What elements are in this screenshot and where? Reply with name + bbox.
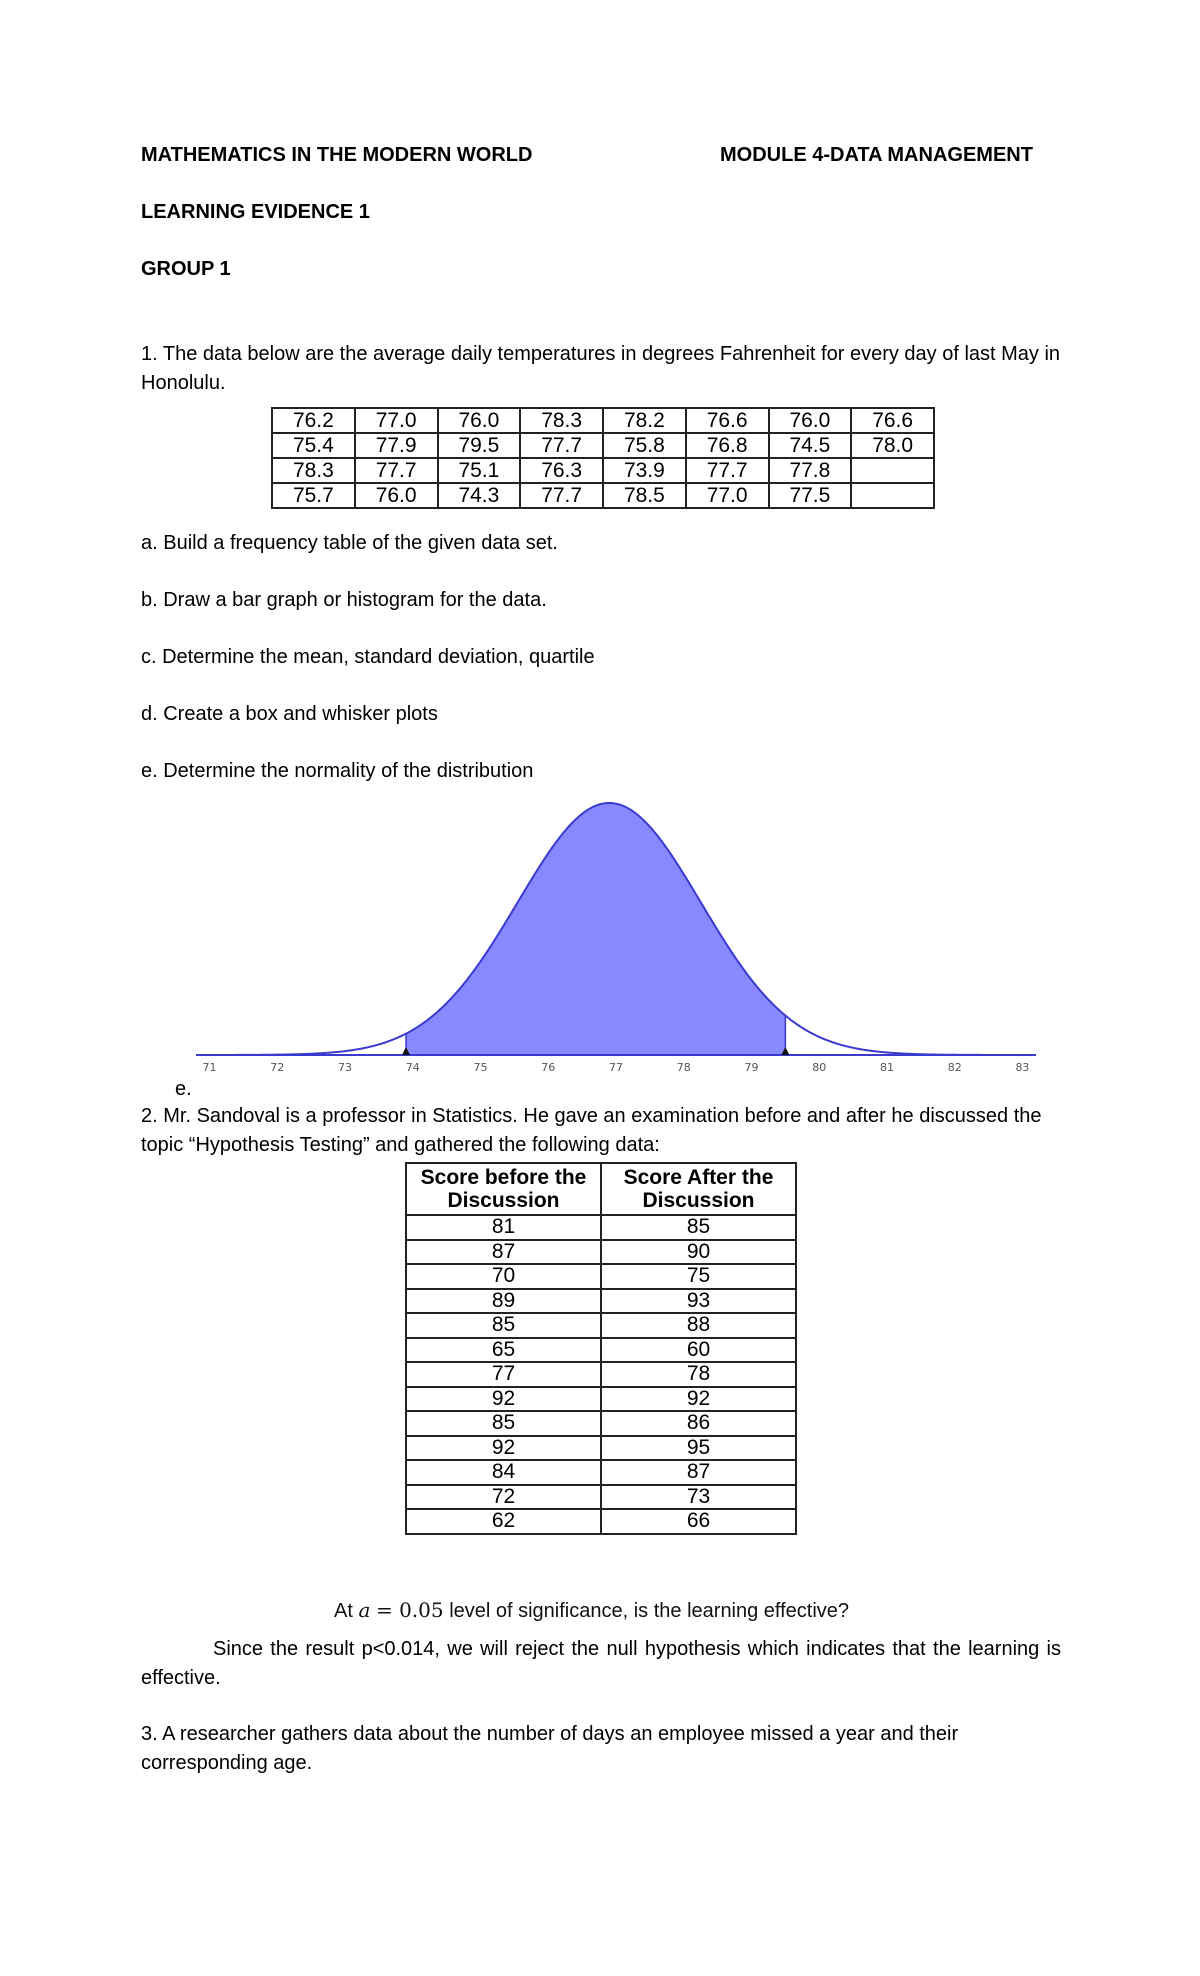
x-tick-label: 71 [202,1061,217,1074]
temperature-row [272,433,934,458]
shaded-area [406,803,785,1055]
score-after-cell: 95 [601,1436,796,1461]
x-tick-label: 82 [947,1061,962,1074]
column-header-after: Score After the Discussion [601,1163,796,1215]
course-title: MATHEMATICS IN THE MODERN WORLD [141,144,533,166]
score-after-cell: 78 [601,1362,796,1387]
score-before-cell: 65 [406,1338,601,1363]
temperature-cell: 76.0 [438,408,521,433]
temperature-cell: 76.3 [520,458,603,483]
question-1-prompt: 1. The data below are the average daily temperatures in degrees Fahrenheit for every day of last May in Honolulu. [141,343,1061,394]
answer-text: Since the result p<0.014, we will reject the null hypothesis which indicates that the learning is effective. [141,1638,1061,1689]
question-2-prompt: 2. Mr. Sandoval is a professor in Statistics. He gave an examination before and after he discussed the topic “Hypothesis Testing” and gathered the following data: [141,1105,1042,1156]
scores-row [406,1215,796,1240]
temperature-cell: 78.5 [603,483,686,508]
score-before-cell: 92 [406,1436,601,1461]
scores-row [406,1362,796,1387]
item-e: e. Determine the normality of the distribution [141,760,534,782]
learning-evidence-title: LEARNING EVIDENCE 1 [141,201,370,223]
score-after-cell: 85 [601,1215,796,1240]
item-c: c. Determine the mean, standard deviation, quartile [141,646,595,668]
temperature-cell: 76.0 [769,408,852,433]
temperature-table [271,407,935,509]
x-tick-label: 73 [338,1061,353,1074]
x-tick-label: 78 [676,1061,691,1074]
temperature-cell: 78.2 [603,408,686,433]
scores-row [406,1289,796,1314]
score-after-cell: 88 [601,1313,796,1338]
question-2-answer [141,1635,1061,1693]
temperature-cell [851,483,934,508]
score-before-cell: 89 [406,1289,601,1314]
item-d: d. Create a box and whisker plots [141,703,438,725]
temperature-cell: 76.6 [686,408,769,433]
score-before-cell: 72 [406,1485,601,1510]
temperature-cell: 75.1 [438,458,521,483]
significance-prefix: At [334,1600,353,1622]
alpha-value: = 0.05 [375,1598,444,1622]
score-before-cell: 77 [406,1362,601,1387]
x-tick-label: 74 [405,1061,420,1074]
temperature-cell: 79.5 [438,433,521,458]
alpha-symbol: a [358,1598,371,1622]
x-tick-label: 72 [270,1061,285,1074]
score-after-cell: 92 [601,1387,796,1412]
temperature-cell: 77.7 [520,483,603,508]
column-header-before: Score before the Discussion [406,1163,601,1215]
scores-header-row [406,1163,796,1215]
temperature-cell: 75.4 [272,433,355,458]
temperature-cell: 77.7 [686,458,769,483]
score-before-cell: 81 [406,1215,601,1240]
temperature-cell: 76.8 [686,433,769,458]
significance-question [334,1598,849,1623]
temperature-row [272,408,934,433]
score-after-cell: 75 [601,1264,796,1289]
normal-distribution-chart [196,797,1036,1087]
x-tick-label: 76 [541,1061,556,1074]
scores-row [406,1436,796,1461]
temperature-cell: 77.8 [769,458,852,483]
temperature-cell: 74.5 [769,433,852,458]
score-before-cell: 62 [406,1509,601,1534]
scores-row [406,1509,796,1534]
scores-row [406,1313,796,1338]
temperature-cell: 76.2 [272,408,355,433]
temperature-cell: 77.7 [520,433,603,458]
temperature-cell: 78.3 [520,408,603,433]
score-before-cell: 84 [406,1460,601,1485]
x-tick-label: 79 [744,1061,759,1074]
score-before-cell: 87 [406,1240,601,1265]
temperature-cell: 77.5 [769,483,852,508]
temperature-cell: 77.0 [686,483,769,508]
score-after-cell: 66 [601,1509,796,1534]
x-tick-label: 81 [879,1061,894,1074]
temperature-cell: 74.3 [438,483,521,508]
x-tick-label: 75 [473,1061,488,1074]
temperature-cell: 76.6 [851,408,934,433]
score-after-cell: 93 [601,1289,796,1314]
score-after-cell: 86 [601,1411,796,1436]
temperature-cell: 77.0 [355,408,438,433]
score-after-cell: 73 [601,1485,796,1510]
scores-row [406,1338,796,1363]
scores-row [406,1460,796,1485]
temperature-cell: 78.3 [272,458,355,483]
temperature-row [272,483,934,508]
temperature-cell: 73.9 [603,458,686,483]
score-before-cell: 92 [406,1387,601,1412]
scores-row [406,1411,796,1436]
temperature-cell: 78.0 [851,433,934,458]
scores-row [406,1387,796,1412]
score-after-cell: 90 [601,1240,796,1265]
item-b: b. Draw a bar graph or histogram for the data. [141,589,547,611]
x-tick-label: 83 [1015,1061,1030,1074]
temperature-cell: 75.8 [603,433,686,458]
temperature-cell [851,458,934,483]
question-3-prompt: 3. A researcher gathers data about the number of days an employee missed a year and their corresponding age. [141,1723,959,1774]
temperature-cell: 77.7 [355,458,438,483]
scores-table [405,1162,797,1535]
score-before-cell: 85 [406,1411,601,1436]
scores-row [406,1264,796,1289]
significance-suffix: level of significance, is the learning effective? [449,1600,850,1622]
temperature-cell: 77.9 [355,433,438,458]
score-after-cell: 60 [601,1338,796,1363]
x-tick-label: 77 [609,1061,623,1074]
module-title: MODULE 4-DATA MANAGEMENT [720,144,1033,166]
temperature-cell: 76.0 [355,483,438,508]
x-tick-label: 80 [812,1061,827,1074]
temperature-row [272,458,934,483]
temperature-cell: 75.7 [272,483,355,508]
item-a: a. Build a frequency table of the given data set. [141,532,558,554]
scores-row [406,1240,796,1265]
score-before-cell: 70 [406,1264,601,1289]
score-before-cell: 85 [406,1313,601,1338]
group-title: GROUP 1 [141,258,231,280]
item-e-answer: e. [175,1078,192,1100]
score-after-cell: 87 [601,1460,796,1485]
scores-row [406,1485,796,1510]
